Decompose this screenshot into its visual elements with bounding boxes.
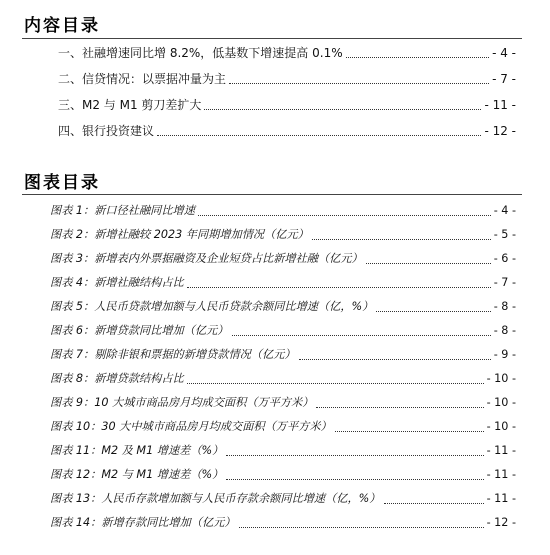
- dot-leader: [384, 503, 484, 504]
- dot-leader: [204, 109, 481, 110]
- figure-entry-title: 图表 10：30 大中城市商品房月均成交面积（万平方米）: [50, 420, 332, 433]
- toc-entry-title: 四、银行投资建议: [58, 124, 155, 138]
- toc-entry[interactable]: [58, 122, 516, 140]
- dot-leader: [198, 215, 491, 216]
- dot-leader: [312, 239, 491, 240]
- figure-entry-title: 图表 8：新增贷款结构占比: [50, 372, 184, 385]
- figure-entry-title: 图表 2：新增社融较 2023 年同期增加情况（亿元）: [50, 228, 309, 241]
- figure-entry[interactable]: [50, 202, 516, 220]
- toc-entry-page: - 12 -: [484, 124, 516, 138]
- figure-entry[interactable]: [50, 346, 516, 364]
- toc-entry-title: 三、M2 与 M1 剪刀差扩大: [58, 98, 202, 112]
- figure-entry-page: - 11 -: [486, 444, 516, 457]
- toc-entry[interactable]: [58, 96, 516, 114]
- contents-heading: 内容目录: [24, 16, 100, 36]
- figure-entry-page: - 6 -: [493, 252, 516, 265]
- figure-entry-page: - 8 -: [493, 300, 516, 313]
- figure-entry-page: - 8 -: [493, 324, 516, 337]
- figure-entry[interactable]: [50, 226, 516, 244]
- figure-entry-title: 图表 12：M2 与 M1 增速差（%）: [50, 468, 224, 481]
- figure-entry-page: - 7 -: [493, 276, 516, 289]
- figure-entry[interactable]: [50, 250, 516, 268]
- figure-entry-page: - 5 -: [493, 228, 516, 241]
- toc-entry-title: 二、信贷情况：以票据冲量为主: [58, 72, 227, 86]
- dot-leader: [226, 479, 483, 480]
- figure-entry-title: 图表 11：M2 及 M1 增速差（%）: [50, 444, 224, 457]
- figure-entry[interactable]: [50, 442, 516, 460]
- dot-leader: [335, 431, 484, 432]
- dot-leader: [239, 527, 484, 528]
- figure-entry-title: 图表 14：新增存款同比增加（亿元）: [50, 516, 236, 529]
- toc-entry-page: - 4 -: [492, 46, 516, 60]
- figure-entry-title: 图表 13：人民币存款增加额与人民币存款余额同比增速（亿，%）: [50, 492, 381, 505]
- dot-leader: [376, 311, 490, 312]
- figure-entry-title: 图表 7：剔除非银和票据的新增贷款情况（亿元）: [50, 348, 296, 361]
- figure-entry-title: 图表 4：新增社融结构占比: [50, 276, 184, 289]
- dot-leader: [232, 335, 491, 336]
- figure-entry[interactable]: [50, 274, 516, 292]
- dot-leader: [299, 359, 491, 360]
- heading-divider: [22, 38, 522, 39]
- figure-entry[interactable]: [50, 322, 516, 340]
- toc-entry-title: 一、社融增速同比增 8.2%，低基数下增速提高 0.1%: [58, 46, 343, 60]
- figure-entry-page: - 10 -: [486, 420, 516, 433]
- dot-leader: [346, 57, 489, 58]
- figure-entry-title: 图表 9：10 大城市商品房月均成交面积（万平方米）: [50, 396, 314, 409]
- figure-entry-page: - 9 -: [493, 348, 516, 361]
- dot-leader: [366, 263, 491, 264]
- figure-entry[interactable]: [50, 466, 516, 484]
- figure-entry[interactable]: [50, 490, 516, 508]
- figure-entry-page: - 11 -: [486, 468, 516, 481]
- figure-entry-title: 图表 6：新增贷款同比增加（亿元）: [50, 324, 229, 337]
- dot-leader: [187, 287, 491, 288]
- toc-entry-page: - 11 -: [484, 98, 516, 112]
- dot-leader: [229, 83, 489, 84]
- heading-divider: [22, 194, 522, 195]
- figure-entry[interactable]: [50, 298, 516, 316]
- figure-entry[interactable]: [50, 394, 516, 412]
- figure-entry[interactable]: [50, 514, 516, 532]
- figure-entry-title: 图表 5：人民币贷款增加额与人民币贷款余额同比增速（亿，%）: [50, 300, 374, 313]
- dot-leader: [157, 135, 481, 136]
- figure-entry-page: - 10 -: [486, 396, 516, 409]
- figure-entry-page: - 11 -: [486, 492, 516, 505]
- figure-entry-title: 图表 3：新增表内外票据融资及企业短贷占比新增社融（亿元）: [50, 252, 363, 265]
- dot-leader: [187, 383, 484, 384]
- figure-entry-title: 图表 1：新口径社融同比增速: [50, 204, 195, 217]
- figure-entry-page: - 12 -: [486, 516, 516, 529]
- toc-entry[interactable]: [58, 70, 516, 88]
- toc-entry[interactable]: [58, 44, 516, 62]
- dot-leader: [316, 407, 483, 408]
- figures-heading: 图表目录: [24, 173, 100, 193]
- figure-entry[interactable]: [50, 370, 516, 388]
- dot-leader: [226, 455, 483, 456]
- figure-entry-page: - 4 -: [493, 204, 516, 217]
- figure-entry-page: - 10 -: [486, 372, 516, 385]
- figure-entry[interactable]: [50, 418, 516, 436]
- toc-entry-page: - 7 -: [492, 72, 516, 86]
